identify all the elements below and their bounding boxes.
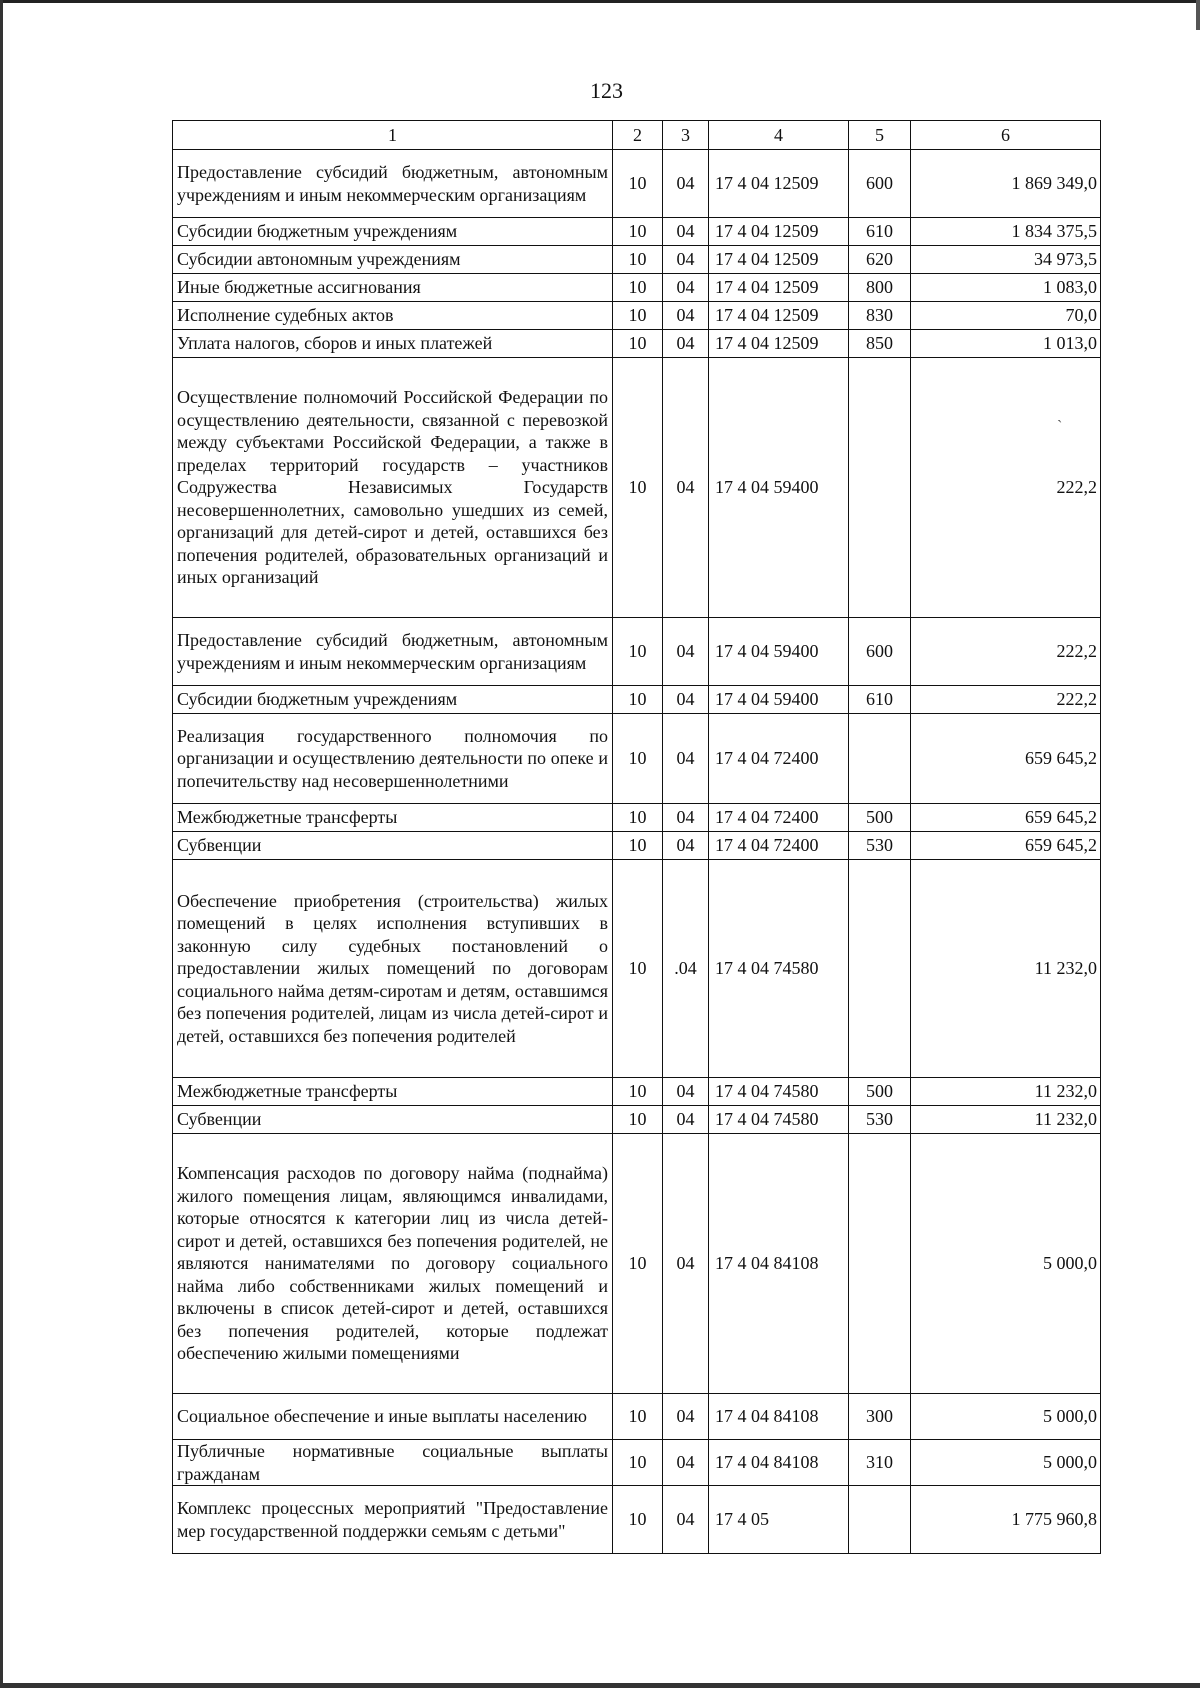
row-expense-type: 530: [849, 1106, 911, 1134]
table-row: [173, 686, 1101, 714]
table-row: [173, 150, 1101, 218]
row-expense-type: [849, 860, 911, 1078]
row-section: 10: [613, 150, 663, 218]
row-target-code: 17 4 04 84108: [709, 1394, 849, 1440]
row-section: 10: [613, 804, 663, 832]
row-subsection: 04: [663, 714, 709, 804]
header-col-1: 1: [173, 121, 613, 150]
row-name: Субвенции: [173, 1106, 613, 1134]
row-target-code: 17 4 04 12509: [709, 302, 849, 330]
row-target-code: 17 4 04 74580: [709, 860, 849, 1078]
row-name: Субсидии бюджетным учреждениям: [173, 686, 613, 714]
table-row: [173, 1134, 1101, 1394]
budget-table-wrapper: [172, 120, 1101, 1554]
row-target-code: 17 4 04 74580: [709, 1106, 849, 1134]
row-target-code: 17 4 04 12509: [709, 218, 849, 246]
row-amount: 659 645,2: [911, 804, 1101, 832]
row-subsection: 04: [663, 618, 709, 686]
table-row: [173, 1440, 1101, 1486]
row-section: 10: [613, 1106, 663, 1134]
row-target-code: 17 4 04 84108: [709, 1440, 849, 1486]
row-target-code: 17 4 04 12509: [709, 330, 849, 358]
header-col-2: 2: [613, 121, 663, 150]
table-row: [173, 358, 1101, 618]
row-expense-type: 530: [849, 832, 911, 860]
row-subsection: 04: [663, 1106, 709, 1134]
scan-edge-right: [1196, 0, 1200, 30]
table-row: [173, 1078, 1101, 1106]
table-row: [173, 246, 1101, 274]
row-section: 10: [613, 860, 663, 1078]
row-target-code: 17 4 04 59400: [709, 686, 849, 714]
row-section: 10: [613, 714, 663, 804]
row-amount: 222,2: [911, 358, 1101, 618]
table-row: [173, 832, 1101, 860]
row-expense-type: 300: [849, 1394, 911, 1440]
row-name: Реализация государственного полномочия по организации и осуществлению деятельности по опеке и попечительству над несовершеннолетними: [173, 714, 613, 804]
row-subsection: 04: [663, 246, 709, 274]
row-section: 10: [613, 686, 663, 714]
row-section: 10: [613, 246, 663, 274]
row-expense-type: 830: [849, 302, 911, 330]
row-amount: 5 000,0: [911, 1440, 1101, 1486]
row-section: 10: [613, 302, 663, 330]
row-amount: 659 645,2: [911, 714, 1101, 804]
row-expense-type: 600: [849, 618, 911, 686]
row-section: 10: [613, 358, 663, 618]
row-amount: 11 232,0: [911, 1078, 1101, 1106]
row-target-code: 17 4 04 72400: [709, 804, 849, 832]
row-expense-type: 610: [849, 686, 911, 714]
row-subsection: .04: [663, 860, 709, 1078]
scan-edge-left: [0, 0, 3, 1688]
row-name: Предоставление субсидий бюджетным, автономным учреждениям и иным некоммерческим организациям: [173, 150, 613, 218]
row-expense-type: 620: [849, 246, 911, 274]
row-expense-type: [849, 1486, 911, 1554]
row-name: Предоставление субсидий бюджетным, автономным учреждениям и иным некоммерческим организациям: [173, 618, 613, 686]
table-row: [173, 860, 1101, 1078]
row-target-code: 17 4 04 12509: [709, 274, 849, 302]
row-amount: 5 000,0: [911, 1134, 1101, 1394]
row-amount: 1 775 960,8: [911, 1486, 1101, 1554]
row-name: Обеспечение приобретения (строительства) жилых помещений в целях исполнения вступивших в законную силу судебных постановлений о предоставлении жилых помещений по договорам социального найма детям-сиротам и детям, оставшимся без попечения родителей, лицам из числа детей-сирот и детей, оставшихся без попечения родителей: [173, 860, 613, 1078]
table-row: [173, 302, 1101, 330]
row-name: Компенсация расходов по договору найма (поднайма) жилого помещения лицам, являющимся инвалидами, которые относятся к категории лиц из числа детей-сирот и детей, оставшихся без попечения родителей, не являются нанимателями по договору социального найма либо собственниками жилых помещений и включены в список детей-сирот и детей, оставшихся без попечения родителей, которые подлежат обеспечению жилыми помещениями: [173, 1134, 613, 1394]
row-expense-type: [849, 714, 911, 804]
row-amount: 222,2: [911, 686, 1101, 714]
row-amount: 34 973,5: [911, 246, 1101, 274]
row-section: 10: [613, 330, 663, 358]
row-section: 10: [613, 1134, 663, 1394]
row-name: Субсидии бюджетным учреждениям: [173, 218, 613, 246]
row-section: 10: [613, 832, 663, 860]
page-number: 123: [590, 78, 623, 103]
table-row: [173, 618, 1101, 686]
row-subsection: 04: [663, 274, 709, 302]
row-name: Межбюджетные трансферты: [173, 804, 613, 832]
table-row: [173, 218, 1101, 246]
row-subsection: 04: [663, 218, 709, 246]
row-expense-type: [849, 1134, 911, 1394]
row-subsection: 04: [663, 1078, 709, 1106]
row-name: Уплата налогов, сборов и иных платежей: [173, 330, 613, 358]
row-name: Публичные нормативные социальные выплаты гражданам: [173, 1440, 613, 1486]
scan-edge-bottom: [0, 1683, 1200, 1688]
budget-table: [172, 120, 1101, 1554]
row-target-code: 17 4 04 74580: [709, 1078, 849, 1106]
row-subsection: 04: [663, 302, 709, 330]
table-row: [173, 804, 1101, 832]
row-target-code: 17 4 04 59400: [709, 358, 849, 618]
scan-edge-top: [0, 0, 1200, 3]
row-name: Комплекс процессных мероприятий "Предоставление мер государственной поддержки семьям с детьми": [173, 1486, 613, 1554]
row-amount: 1 083,0: [911, 274, 1101, 302]
row-subsection: 04: [663, 358, 709, 618]
scan-mark: `: [1057, 418, 1063, 435]
row-amount: 1 834 375,5: [911, 218, 1101, 246]
row-target-code: 17 4 04 59400: [709, 618, 849, 686]
table-row: [173, 1106, 1101, 1134]
row-amount: 70,0: [911, 302, 1101, 330]
row-section: 10: [613, 218, 663, 246]
row-expense-type: 310: [849, 1440, 911, 1486]
row-section: 10: [613, 1078, 663, 1106]
row-amount: 11 232,0: [911, 1106, 1101, 1134]
row-target-code: 17 4 04 72400: [709, 714, 849, 804]
row-amount: 1 869 349,0: [911, 150, 1101, 218]
row-subsection: 04: [663, 1486, 709, 1554]
row-expense-type: [849, 358, 911, 618]
header-col-6: 6: [911, 121, 1101, 150]
table-row: [173, 1486, 1101, 1554]
row-name: Осуществление полномочий Российской Федерации по осуществлению деятельности, связанной с перевозкой между субъектами Российской Федерации, а также в пределах территорий государств – участников Содружества Независимых Государств несовершеннолетних, самовольно ушедших из семей, организаций для детей-сирот и детей, оставшихся без попечения родителей, образовательных организаций и иных организаций: [173, 358, 613, 618]
row-target-code: 17 4 05: [709, 1486, 849, 1554]
row-amount: 659 645,2: [911, 832, 1101, 860]
table-row: [173, 274, 1101, 302]
row-expense-type: 850: [849, 330, 911, 358]
row-name: Исполнение судебных актов: [173, 302, 613, 330]
row-target-code: 17 4 04 72400: [709, 832, 849, 860]
row-name: Иные бюджетные ассигнования: [173, 274, 613, 302]
row-subsection: 04: [663, 832, 709, 860]
table-row: [173, 714, 1101, 804]
table-header-row: [173, 121, 1101, 150]
row-expense-type: 610: [849, 218, 911, 246]
row-target-code: 17 4 04 12509: [709, 246, 849, 274]
row-name: Субсидии автономным учреждениям: [173, 246, 613, 274]
row-subsection: 04: [663, 686, 709, 714]
row-name: Субвенции: [173, 832, 613, 860]
table-row: [173, 330, 1101, 358]
header-col-3: 3: [663, 121, 709, 150]
table-row: [173, 1394, 1101, 1440]
row-subsection: 04: [663, 150, 709, 218]
row-expense-type: 500: [849, 804, 911, 832]
row-expense-type: 500: [849, 1078, 911, 1106]
row-subsection: 04: [663, 804, 709, 832]
row-target-code: 17 4 04 84108: [709, 1134, 849, 1394]
row-amount: 5 000,0: [911, 1394, 1101, 1440]
row-subsection: 04: [663, 1440, 709, 1486]
row-section: 10: [613, 1440, 663, 1486]
row-section: 10: [613, 618, 663, 686]
row-amount: 222,2: [911, 618, 1101, 686]
row-expense-type: 800: [849, 274, 911, 302]
row-subsection: 04: [663, 330, 709, 358]
row-amount: 11 232,0: [911, 860, 1101, 1078]
row-name: Социальное обеспечение и иные выплаты населению: [173, 1394, 613, 1440]
row-subsection: 04: [663, 1394, 709, 1440]
row-subsection: 04: [663, 1134, 709, 1394]
row-expense-type: 600: [849, 150, 911, 218]
row-target-code: 17 4 04 12509: [709, 150, 849, 218]
header-col-4: 4: [709, 121, 849, 150]
row-section: 10: [613, 1394, 663, 1440]
row-section: 10: [613, 1486, 663, 1554]
header-col-5: 5: [849, 121, 911, 150]
row-section: 10: [613, 274, 663, 302]
row-amount: 1 013,0: [911, 330, 1101, 358]
row-name: Межбюджетные трансферты: [173, 1078, 613, 1106]
